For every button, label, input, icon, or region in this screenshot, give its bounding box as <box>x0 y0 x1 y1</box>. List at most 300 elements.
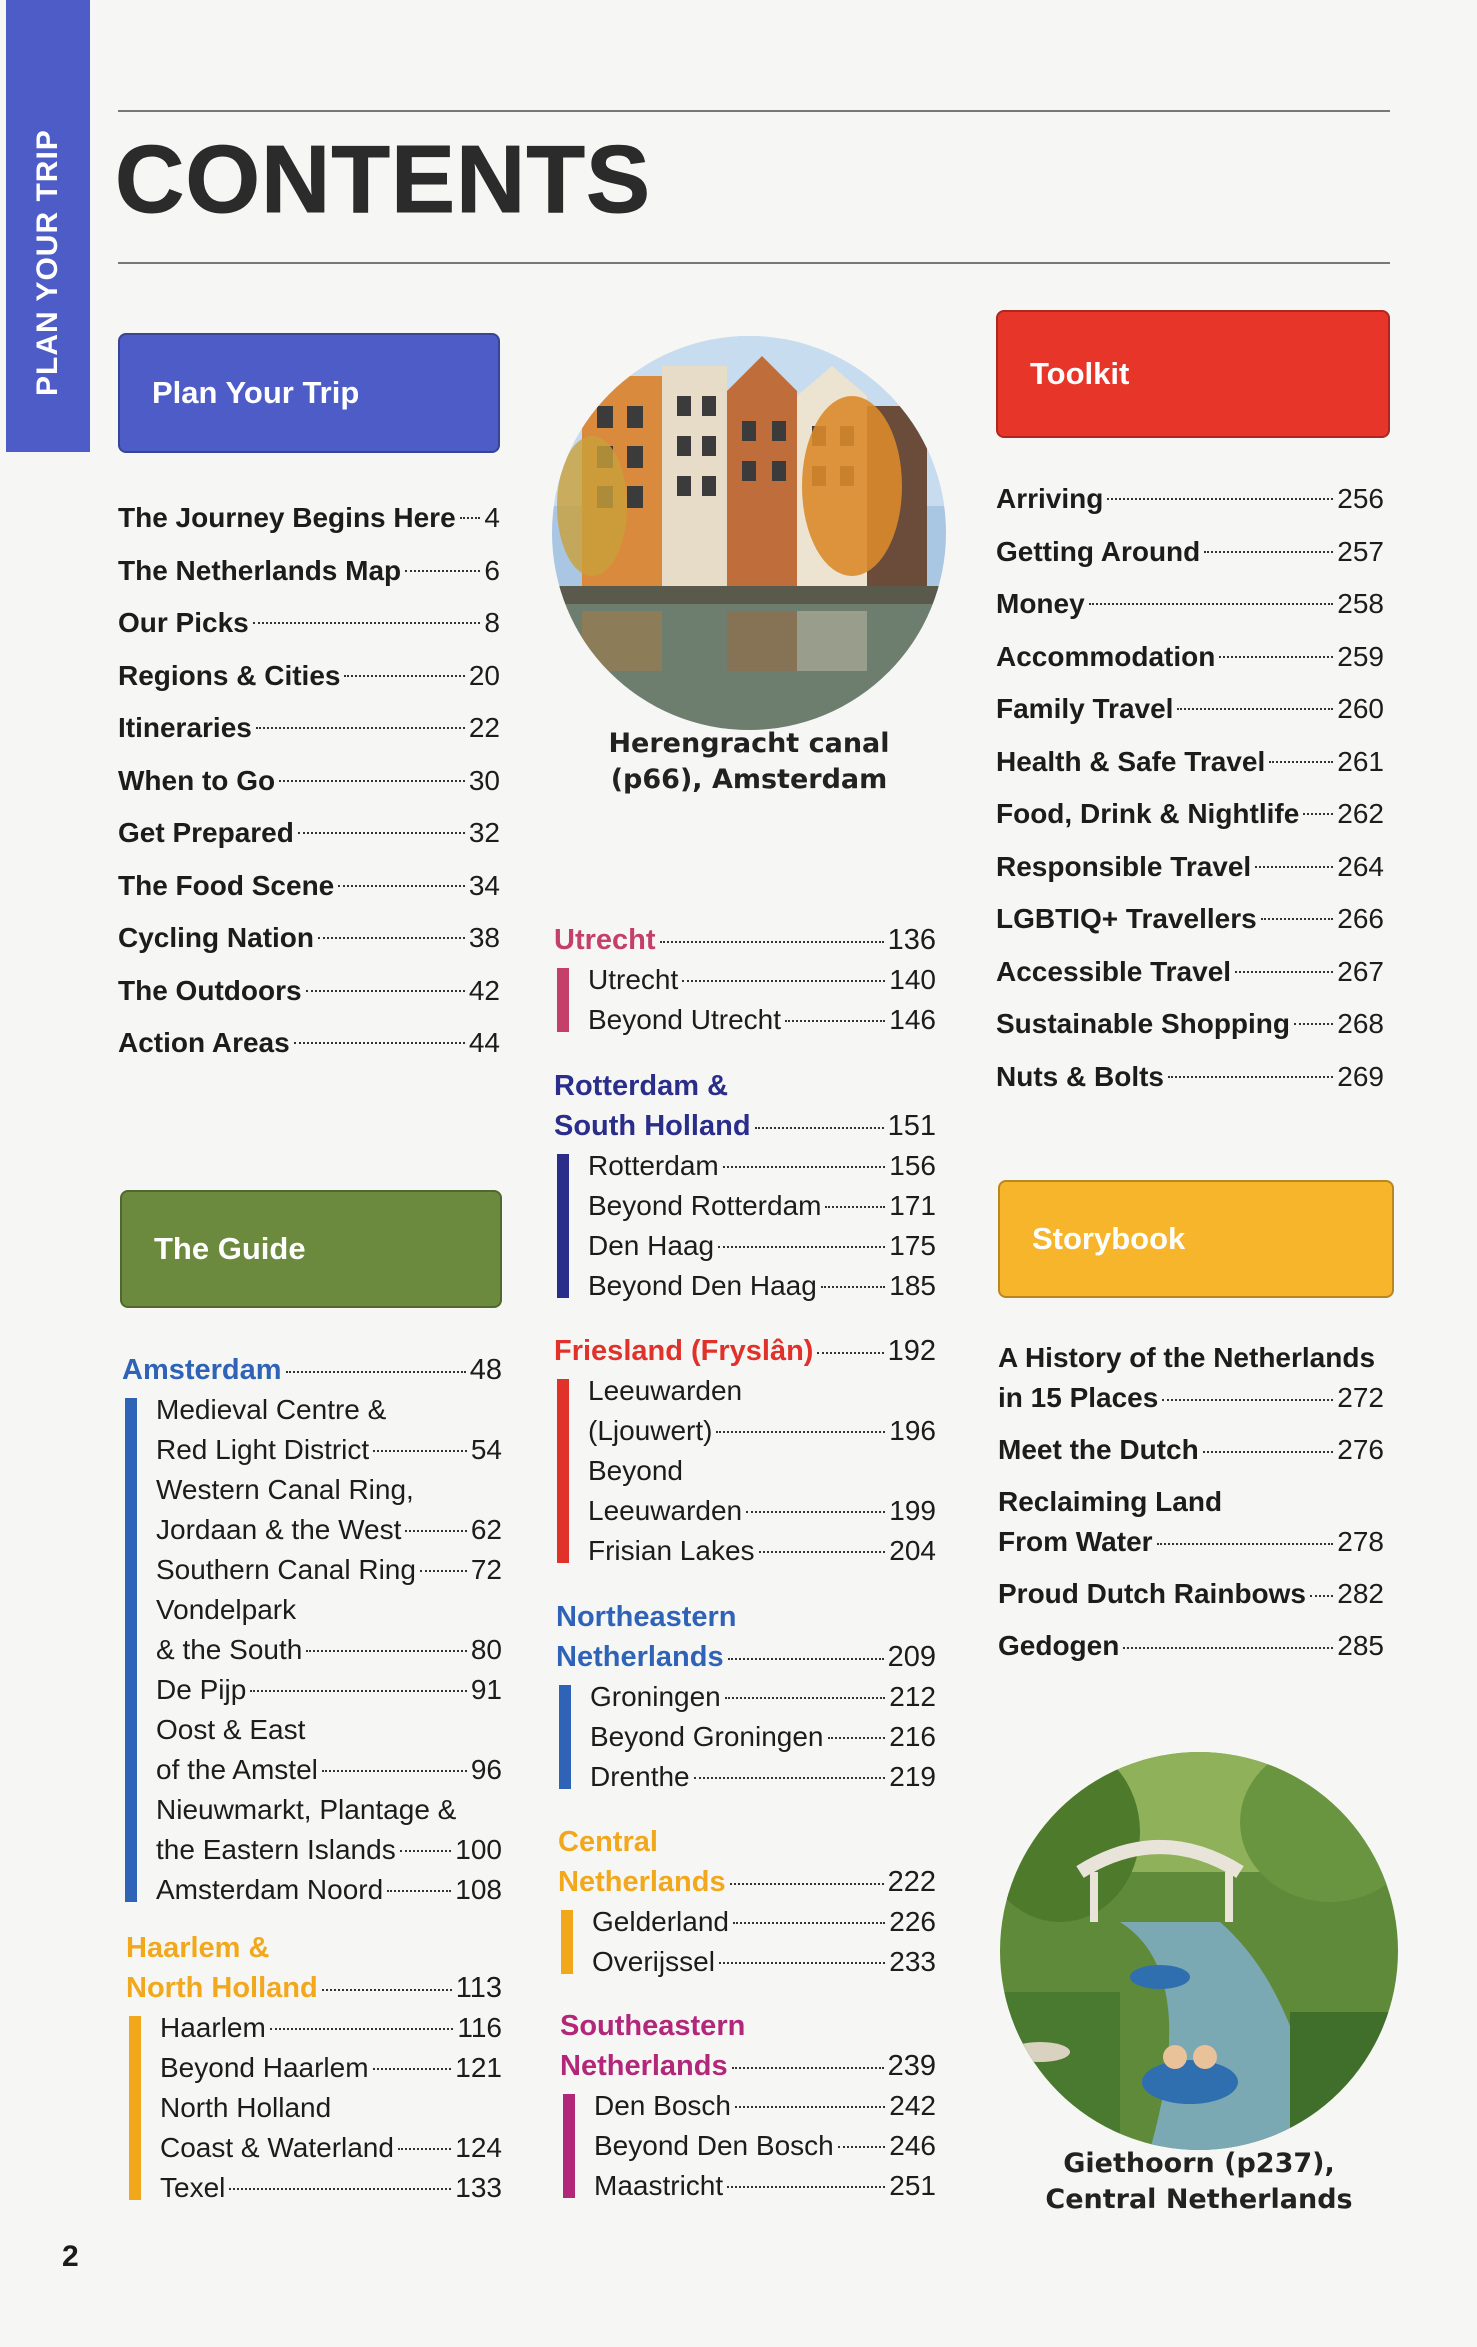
the-guide-header <box>120 1190 502 1308</box>
side-tab <box>6 0 90 452</box>
section-northeast <box>556 1597 936 1797</box>
leader-dots <box>306 1650 467 1652</box>
sub-entry-page: 54 <box>470 1434 502 1465</box>
page-number: 2 <box>62 2240 79 2273</box>
sub-entry-page: 80 <box>470 1634 502 1665</box>
leader-dots <box>253 622 481 624</box>
section-title-row <box>554 1106 936 1146</box>
section-haarlem <box>126 1928 502 2208</box>
sub-entry-page: 140 <box>889 964 936 995</box>
section-amsterdam <box>122 1350 502 1910</box>
sub-entry-label: Oost & East <box>156 1714 306 1745</box>
sub-entry-label: Southern Canal Ring <box>156 1554 416 1585</box>
leader-dots <box>733 1922 885 1924</box>
toc-entry <box>118 597 500 650</box>
toc-entry-label: Action Areas <box>118 1027 290 1058</box>
leader-dots <box>682 980 885 982</box>
toc-entry-label: Our Picks <box>118 607 249 638</box>
toc-entry-page: 257 <box>1337 535 1384 567</box>
sub-entry <box>156 1750 502 1790</box>
sub-entry-line <box>156 1710 502 1750</box>
leader-dots <box>1107 498 1333 500</box>
leader-dots <box>1219 656 1333 658</box>
toc-entry <box>998 1626 1384 1666</box>
toc-entry-page: 22 <box>468 712 500 743</box>
sub-entry-page: 146 <box>889 1004 936 1035</box>
sub-entry <box>160 2168 502 2208</box>
sub-entry-label: Rotterdam <box>588 1150 719 1181</box>
toc-entry-page: 266 <box>1337 903 1384 934</box>
leader-dots <box>727 2186 885 2188</box>
toc-entry <box>118 860 500 913</box>
sub-entry-line <box>156 1390 502 1430</box>
sub-entry-label: Drenthe <box>590 1761 690 1792</box>
toc-entry <box>996 998 1384 1051</box>
sub-entry-page: 156 <box>889 1150 936 1181</box>
toc-entry-label: LGBTIQ+ Travellers <box>996 903 1257 934</box>
leader-dots <box>730 1883 884 1885</box>
sub-entry <box>592 1942 936 1982</box>
sub-entry-page: 226 <box>889 1906 936 1937</box>
sub-entry-label: Gelderland <box>592 1906 729 1937</box>
toc-entry <box>118 702 500 755</box>
section-rotterdam <box>554 1066 936 1306</box>
leader-dots <box>1123 1647 1333 1649</box>
sub-entry-page: 204 <box>889 1535 936 1566</box>
sub-list <box>554 960 936 1040</box>
toc-entry-label: Meet the Dutch <box>998 1434 1199 1465</box>
toc-entry-page: 268 <box>1337 1008 1384 1039</box>
sub-entry-label: Den Bosch <box>594 2090 731 2121</box>
sub-entry-label: Utrecht <box>588 964 679 995</box>
sub-entry-label: Haarlem <box>160 2012 266 2043</box>
leader-dots <box>732 2067 884 2069</box>
toc-entry <box>998 1522 1384 1562</box>
sub-entry <box>160 2048 502 2088</box>
photo2-caption-line1: Giethoorn (p237), <box>1063 2148 1335 2179</box>
bottom-rule <box>118 262 1390 264</box>
section-color-bar <box>557 968 569 1032</box>
sub-entry <box>156 1510 502 1550</box>
leader-dots <box>306 990 465 992</box>
section-page: 209 <box>887 1641 936 1673</box>
leader-dots <box>1310 1595 1333 1597</box>
section-southeast <box>560 2006 936 2206</box>
sub-entry-label: Jordaan & the West <box>156 1514 402 1545</box>
leader-dots <box>460 517 481 519</box>
sub-entry-label: (Ljouwert) <box>588 1415 713 1446</box>
toc-entry-label: Arriving <box>996 483 1104 514</box>
sub-entry-page: 121 <box>455 2052 502 2083</box>
sub-entry <box>156 1870 502 1910</box>
sub-entry-page: 199 <box>889 1495 936 1526</box>
toc-entry-page: 262 <box>1337 798 1384 829</box>
toc-entry <box>996 788 1384 841</box>
section-color-bar <box>125 1398 137 1902</box>
toolkit-header-label: Toolkit <box>1030 356 1130 391</box>
toc-entry-label: Itineraries <box>118 712 252 743</box>
toolkit-header <box>996 310 1390 438</box>
sub-entry <box>588 1186 936 1226</box>
leader-dots <box>322 1989 452 1991</box>
leader-dots <box>723 1166 886 1168</box>
leader-dots <box>1255 866 1333 868</box>
toc-entry <box>998 1574 1384 1614</box>
toolkit-list <box>996 473 1384 1103</box>
toc-entry <box>996 841 1384 894</box>
section-title-row <box>122 1350 502 1390</box>
leader-dots <box>1168 1076 1333 1078</box>
section-title: Southeastern <box>560 2010 746 2042</box>
section-title-row <box>560 2046 936 2086</box>
leader-dots <box>387 1890 451 1892</box>
sub-entry <box>156 1670 502 1710</box>
leader-dots <box>735 2106 885 2108</box>
sub-entry-page: 175 <box>889 1230 936 1261</box>
section-page: 192 <box>887 1335 936 1367</box>
leader-dots <box>719 1962 885 1964</box>
leader-dots <box>825 1206 885 1208</box>
leader-dots <box>1235 971 1333 973</box>
storybook-header <box>998 1180 1394 1298</box>
sub-entry-label: Frisian Lakes <box>588 1535 755 1566</box>
sub-list <box>558 1902 936 1982</box>
photo2-caption <box>1000 2146 1398 2218</box>
section-title: Friesland (Fryslân) <box>554 1335 814 1367</box>
sub-entry <box>588 1491 936 1531</box>
leader-dots <box>785 1020 885 1022</box>
sub-list <box>560 2086 936 2206</box>
sub-entry-label: Beyond Groningen <box>590 1721 824 1752</box>
section-color-bar <box>129 2016 141 2200</box>
leader-dots <box>828 1737 886 1739</box>
toc-entry <box>996 578 1384 631</box>
sub-entry <box>592 1902 936 1942</box>
leader-dots <box>318 937 465 939</box>
canal-houses-photo <box>552 336 946 730</box>
toc-entry <box>118 965 500 1018</box>
leader-dots <box>405 570 480 572</box>
section-title-row <box>558 1862 936 1902</box>
toc-entry-label: Sustainable Shopping <box>996 1008 1291 1039</box>
sub-list <box>126 2008 502 2208</box>
toc-entry-page: 261 <box>1337 745 1384 777</box>
sub-entry <box>588 1411 936 1451</box>
sub-entry-label: Groningen <box>590 1681 721 1712</box>
toc-entry-page: 269 <box>1337 1060 1384 1092</box>
sub-entry-page: 124 <box>455 2132 502 2163</box>
sub-entry-line <box>160 2088 502 2128</box>
leader-dots <box>256 727 465 729</box>
photo1-caption <box>552 726 946 798</box>
leader-dots <box>270 2028 454 2030</box>
leader-dots <box>660 941 884 943</box>
plan-your-trip-list <box>118 492 500 1070</box>
leader-dots <box>322 1770 467 1772</box>
section-storybook <box>998 1338 1384 1678</box>
sub-entry-page: 96 <box>470 1754 502 1785</box>
toc-entry-label: A History of the Netherlands <box>998 1342 1376 1373</box>
toc-entry-label: Money <box>996 588 1085 619</box>
sub-entry-label: Beyond <box>588 1455 683 1486</box>
sub-entry-label: Beyond Haarlem <box>160 2052 369 2083</box>
sub-entry <box>588 960 936 1000</box>
toc-entry-label: Food, Drink & Nightlife <box>996 798 1300 829</box>
leader-dots <box>1162 1399 1333 1401</box>
toc-entry-page: 6 <box>484 554 500 586</box>
toc-entry-page: 42 <box>468 974 500 1006</box>
leader-dots <box>716 1431 885 1433</box>
toc-entry-page: 4 <box>484 502 500 533</box>
sub-entry-label: Den Haag <box>588 1230 715 1261</box>
toc-entry-page: 20 <box>468 659 500 691</box>
toc-entry-label: Reclaiming Land <box>998 1486 1223 1517</box>
sub-entry-label: Beyond Utrecht <box>588 1004 781 1035</box>
leader-dots <box>1157 1543 1334 1545</box>
sub-entry-page: 219 <box>889 1761 936 1792</box>
sub-entry-page: 233 <box>889 1946 936 1977</box>
leader-dots <box>286 1371 466 1373</box>
toc-entry-label: Cycling Nation <box>118 922 315 953</box>
leader-dots <box>420 1570 467 1572</box>
sub-entry <box>160 2128 502 2168</box>
toc-entry <box>998 1430 1384 1470</box>
sub-entry <box>590 1677 936 1717</box>
sub-entry <box>590 1757 936 1797</box>
toc-entry-page: 44 <box>468 1027 500 1058</box>
sub-entry <box>590 1717 936 1757</box>
sub-entry <box>588 1146 936 1186</box>
toc-entry-page: 259 <box>1337 640 1384 672</box>
sub-entry-label: Maastricht <box>594 2170 724 2201</box>
toc-entry-line <box>998 1482 1384 1522</box>
toc-entry-label: Responsible Travel <box>996 850 1252 882</box>
toc-entry <box>996 473 1384 526</box>
leader-dots <box>400 1850 452 1852</box>
toc-entry <box>998 1378 1384 1418</box>
section-title: Northeastern <box>556 1601 737 1633</box>
sub-entry-page: 133 <box>455 2172 502 2203</box>
sub-entry-line <box>156 1470 502 1510</box>
section-title-row <box>554 1331 936 1371</box>
toc-entry-label: Gedogen <box>998 1630 1120 1661</box>
toc-entry <box>118 492 500 545</box>
sub-entry-label: Vondelpark <box>156 1594 297 1625</box>
leader-dots <box>344 675 464 677</box>
toc-entry <box>118 807 500 860</box>
leader-dots <box>279 780 465 782</box>
toc-entry-page: 282 <box>1337 1578 1384 1609</box>
leader-dots <box>294 1042 465 1044</box>
toc-entry-label: Proud Dutch Rainbows <box>998 1578 1306 1609</box>
photo2-caption-line2: Central Netherlands <box>1045 2184 1353 2215</box>
toc-entry-page: 276 <box>1337 1434 1384 1465</box>
section-title: Netherlands <box>560 2050 728 2082</box>
sub-entry <box>156 1550 502 1590</box>
village-canal-photo <box>1000 1752 1398 2150</box>
toc-entry <box>996 736 1384 789</box>
leader-dots <box>1204 551 1333 553</box>
leader-dots <box>298 832 465 834</box>
leader-dots <box>338 885 465 887</box>
section-page: 222 <box>887 1866 936 1898</box>
sub-entry <box>594 2166 936 2206</box>
section-title: Central <box>558 1826 658 1858</box>
sub-entry <box>588 1266 936 1306</box>
sub-list <box>554 1371 936 1571</box>
sub-entry <box>156 1630 502 1670</box>
toc-entry <box>118 912 500 965</box>
sub-list <box>556 1677 936 1797</box>
toc-entry-page: 256 <box>1337 483 1384 514</box>
sub-entry-page: 246 <box>889 2130 936 2161</box>
sub-entry <box>588 1226 936 1266</box>
sub-list <box>554 1146 936 1306</box>
section-color-bar <box>563 2094 575 2198</box>
photo1-caption-line2: (p66), Amsterdam <box>610 764 888 795</box>
leader-dots <box>1089 603 1334 605</box>
leader-dots <box>1269 761 1333 763</box>
toc-entry-label: Accessible Travel <box>996 955 1232 987</box>
toc-entry-page: 278 <box>1337 1526 1384 1557</box>
section-page: 151 <box>887 1110 936 1142</box>
sub-entry-label: of the Amstel <box>156 1754 318 1785</box>
toc-entry-page: 264 <box>1337 850 1384 882</box>
toc-entry <box>996 893 1384 946</box>
toc-entry-label: Family Travel <box>996 693 1174 724</box>
toc-entry-page: 260 <box>1337 693 1384 724</box>
storybook-header-label: Storybook <box>1032 1221 1186 1256</box>
toc-entry <box>996 683 1384 736</box>
leader-dots <box>755 1127 884 1129</box>
leader-dots <box>1294 1023 1333 1025</box>
section-color-bar <box>557 1379 569 1563</box>
sub-entry-line <box>156 1790 502 1830</box>
toc-entry-page: 32 <box>468 817 500 848</box>
toc-entry-label: Getting Around <box>996 535 1201 567</box>
sub-entry-label: Leeuwarden <box>588 1375 743 1406</box>
leader-dots <box>1261 918 1334 920</box>
sub-entry-page: 100 <box>455 1834 502 1865</box>
section-title: Utrecht <box>554 924 656 956</box>
section-central <box>558 1822 936 1982</box>
sub-entry-label: Beyond Den Bosch <box>594 2130 834 2161</box>
sub-entry <box>156 1830 502 1870</box>
section-title-row <box>554 920 936 960</box>
toc-entry-line <box>998 1338 1384 1378</box>
section-page: 113 <box>455 1972 502 2004</box>
leader-dots <box>821 1286 885 1288</box>
top-rule <box>118 110 1390 112</box>
toc-entry-label: When to Go <box>118 764 276 796</box>
sub-entry-label: Texel <box>160 2172 226 2203</box>
leader-dots <box>398 2148 451 2150</box>
toc-entry-page: 285 <box>1337 1630 1384 1661</box>
section-page: 136 <box>887 924 936 956</box>
toc-entry-page: 258 <box>1337 588 1384 619</box>
sub-entry-label: Beyond Den Haag <box>588 1270 817 1301</box>
leader-dots <box>250 1690 467 1692</box>
the-guide-header-label: The Guide <box>154 1231 306 1266</box>
toc-entry <box>118 1017 500 1070</box>
sub-entry-page: 62 <box>470 1514 502 1545</box>
sub-entry-label: De Pijp <box>156 1674 247 1705</box>
sub-entry-label: North Holland <box>160 2092 332 2123</box>
toc-entry-label: Accommodation <box>996 640 1216 672</box>
side-tab-label: PLAN YOUR TRIP <box>31 129 64 396</box>
leader-dots <box>229 2188 451 2190</box>
section-title: Rotterdam & <box>554 1070 729 1102</box>
sub-entry-page: 108 <box>455 1874 502 1905</box>
leader-dots <box>694 1777 886 1779</box>
toc-entry-page: 34 <box>468 869 500 901</box>
toc-entry <box>996 526 1384 579</box>
sub-entry-label: Amsterdam Noord <box>156 1874 384 1905</box>
section-title: Haarlem & <box>126 1932 270 1964</box>
sub-entry-page: 72 <box>470 1554 502 1585</box>
leader-dots <box>759 1551 886 1553</box>
sub-entry <box>594 2086 936 2126</box>
section-title: Netherlands <box>558 1866 726 1898</box>
sub-entry-page: 196 <box>889 1415 936 1446</box>
sub-entry-page: 216 <box>889 1721 936 1752</box>
leader-dots <box>746 1511 885 1513</box>
sub-entry <box>588 1000 936 1040</box>
toc-entry <box>118 545 500 598</box>
sub-entry <box>594 2126 936 2166</box>
section-color-bar <box>559 1685 571 1789</box>
plan-your-trip-header-label: Plan Your Trip <box>152 375 360 410</box>
section-title: South Holland <box>554 1110 751 1142</box>
section-title-row <box>126 1968 502 2008</box>
section-friesland <box>554 1331 936 1571</box>
section-utrecht <box>554 920 936 1040</box>
toc-entry <box>118 650 500 703</box>
sub-entry-label: Western Canal Ring, <box>156 1474 414 1505</box>
toc-entry-label: Regions & Cities <box>118 659 341 691</box>
toc-entry <box>996 946 1384 999</box>
section-title: Netherlands <box>556 1641 724 1673</box>
sub-entry <box>156 1430 502 1470</box>
section-title-row <box>556 1637 936 1677</box>
sub-entry <box>588 1531 936 1571</box>
leader-dots <box>817 1352 883 1354</box>
section-title: Amsterdam <box>122 1354 282 1386</box>
sub-entry-page: 91 <box>470 1674 502 1705</box>
photo1-caption-line1: Herengracht canal <box>608 728 890 759</box>
sub-entry-label: Leeuwarden <box>588 1495 743 1526</box>
leader-dots <box>1303 813 1333 815</box>
toc-entry-label: The Outdoors <box>118 974 302 1006</box>
toc-entry-label: The Food Scene <box>118 869 335 901</box>
sub-entry-label: Nieuwmarkt, Plantage & <box>156 1794 457 1825</box>
sub-entry-page: 212 <box>889 1681 936 1712</box>
leader-dots <box>725 1697 886 1699</box>
toc-entry-page: 272 <box>1337 1382 1384 1413</box>
sub-entry-page: 251 <box>889 2170 936 2201</box>
sub-list <box>122 1390 502 1910</box>
toc-entry-label: Health & Safe Travel <box>996 745 1266 777</box>
sub-entry-label: Coast & Waterland <box>160 2132 394 2163</box>
toc-entry <box>996 631 1384 684</box>
toc-entry-page: 30 <box>468 764 500 796</box>
toc-entry <box>118 755 500 808</box>
sub-entry-page: 116 <box>457 2012 502 2043</box>
leader-dots <box>373 2068 452 2070</box>
toc-entry-page: 38 <box>468 922 500 953</box>
leader-dots <box>838 2146 886 2148</box>
section-color-bar <box>561 1910 573 1974</box>
